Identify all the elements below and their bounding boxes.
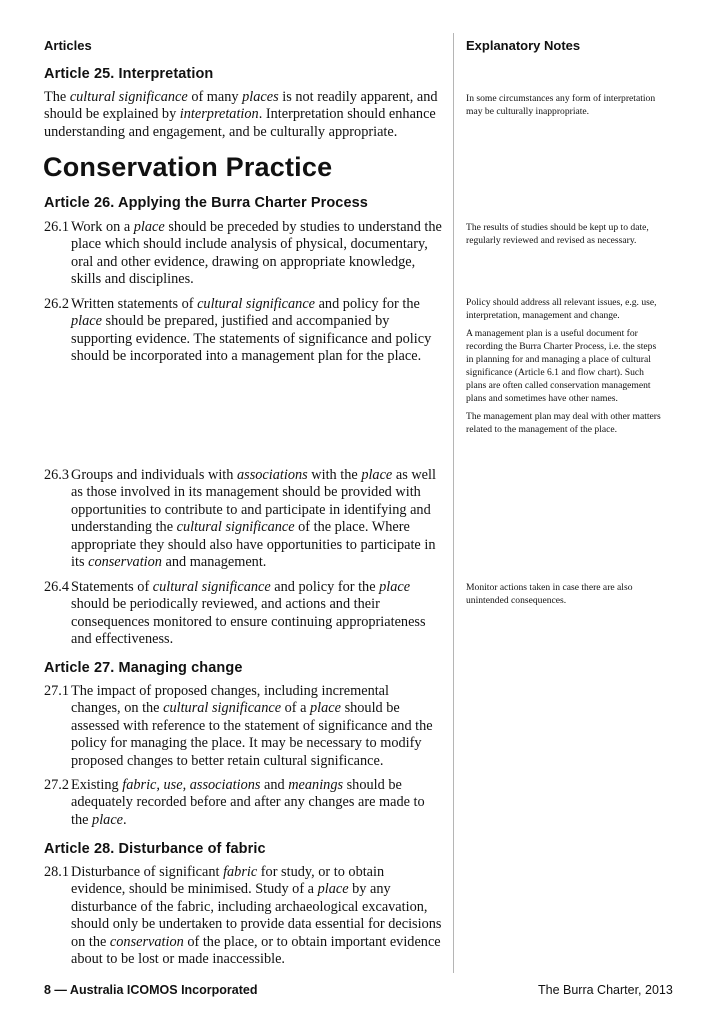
article-28-heading: Article 28. Disturbance of fabric (44, 841, 266, 857)
text-run: Statements of (71, 579, 153, 595)
clause-number: 26.3 (44, 467, 70, 483)
article-26-heading: Article 26. Applying the Burra Charter Process (44, 195, 368, 211)
text-run: The impact of proposed changes, including incremental changes, on the (71, 683, 390, 717)
clause-number: 28.1 (44, 864, 70, 880)
explanatory-notes-column-header: Explanatory Notes (466, 38, 581, 53)
defined-term: fabric, use, associations (122, 777, 261, 793)
text-run: and policy for the (315, 296, 420, 312)
clause-27-1 (44, 683, 442, 770)
article-25-body (44, 89, 444, 141)
defined-term: place (317, 881, 349, 898)
defined-term: place (71, 313, 102, 330)
articles-column-header: Articles (44, 38, 92, 53)
defined-term: place (133, 219, 165, 235)
text-run: Work on a (71, 219, 134, 235)
text-run: should be prepared, justified and accompanied by supporting evidence. The statements of significance and policy should be incorporated into a management plan for the place. (71, 313, 432, 365)
text-run: is not readily apparent, and should be explained by (44, 89, 438, 123)
text-run: Disturbance of significant (71, 864, 224, 880)
text-run: of many (187, 89, 243, 105)
defined-term: interpretation (179, 106, 259, 123)
defined-term: conservation (88, 554, 162, 571)
text-run: by any disturbance of the fabric, including archaeological excavation, should only be undertaken to provide data essential for decisions on the (71, 881, 442, 950)
text-run: of the place, or to obtain important evidence about to be lost or made inaccessible. (71, 933, 441, 968)
text-run: . (123, 811, 127, 828)
clause-26-1 (44, 219, 442, 289)
defined-term: places (242, 89, 279, 105)
text-run: as well as those involved in its management should be provided with opportunities to contribute to and participate in identifying and understanding the (71, 467, 436, 536)
defined-term: place (92, 811, 124, 828)
text-run: of a (281, 700, 311, 717)
defined-term: associations (237, 467, 308, 483)
clause-26-4 (44, 579, 442, 649)
text-run: for study, or to obtain evidence, should be minimised. Study of a (71, 864, 385, 898)
article-25-note (466, 92, 666, 123)
defined-term: place (361, 467, 393, 483)
text-run: of the place. Where appropriate they should also have opportunities to participate in its (71, 519, 436, 571)
clause-number: 27.1 (44, 683, 70, 699)
note-text: The management plan may deal with other matters related to the management of the place. (466, 411, 661, 435)
defined-term: cultural significance (152, 579, 271, 595)
text-run: should be periodically reviewed, and actions and their consequences monitored to ensure continuing appropriateness and effectiveness. (71, 596, 426, 648)
text-run: and management. (161, 554, 267, 571)
note-text: In some circumstances any form of interpretation may be culturally inappropriate. (466, 93, 656, 117)
column-divider (453, 33, 454, 973)
text-run: and (260, 777, 289, 793)
note-text: The results of studies should be kept up to date, regularly reviewed and revised as necessary. (466, 222, 649, 246)
note-26-2 (466, 296, 666, 441)
defined-term: place (310, 700, 341, 717)
clause-27-2 (44, 777, 442, 829)
defined-term: meanings (288, 777, 344, 793)
clause-26-3 (44, 467, 442, 571)
article-27-heading: Article 27. Managing change (44, 660, 243, 676)
defined-term: fabric (223, 864, 258, 880)
clause-number: 26.2 (44, 296, 70, 312)
note-26-1 (466, 221, 666, 252)
footer-page-label: 8 — Australia ICOMOS Incorporated (44, 983, 258, 997)
clause-number: 26.4 (44, 579, 70, 595)
clause-28-1 (44, 864, 442, 968)
defined-term: cultural significance (69, 89, 188, 105)
text-run: . Interpretation should enhance understanding and engagement, and be culturally appropriate. (44, 106, 436, 140)
text-run: Written statements of (71, 296, 198, 312)
text-run: Groups and individuals with (71, 467, 237, 483)
text-run: should be preceded by studies to understand the place which should include analysis of physical, documentary, oral and other evidence, drawing on appropriate knowledge, skills and disciplines. (71, 219, 442, 288)
defined-term: cultural significance (163, 700, 282, 717)
text-run: and policy for the (270, 579, 380, 595)
clause-26-2 (44, 296, 442, 366)
text-run: Existing (71, 777, 123, 793)
section-title: Conservation Practice (43, 152, 333, 182)
text-run: should be adequately recorded before and after any changes are made to the (71, 777, 425, 828)
note-text: A management plan is a useful document for recording the Burra Charter Process, i.e. the steps in planning for and managing a place of cultural significance (Article 6.1 and flow chart). Such plans are often called conservation management plans and sometimes have other names. (466, 328, 657, 404)
text-run: The (44, 89, 70, 105)
defined-term: conservation (109, 933, 184, 950)
defined-term: place (379, 579, 411, 595)
note-text: Policy should address all relevant issues, e.g. use, interpretation, management and change. (466, 297, 657, 321)
article-25-heading: Article 25. Interpretation (44, 66, 214, 82)
defined-term: cultural significance (176, 519, 295, 536)
footer-document-title: The Burra Charter, 2013 (538, 983, 673, 997)
note-text: Monitor actions taken in case there are also unintended consequences. (466, 582, 633, 606)
note-26-4 (466, 581, 666, 612)
text-run: should be assessed with reference to the statement of significance and the policy for managing the place. It may be necessary to modify proposed changes to better retain cultural significance. (71, 700, 433, 769)
clause-number: 26.1 (44, 219, 70, 235)
text-run: with the (307, 467, 362, 483)
defined-term: cultural significance (197, 296, 316, 312)
clause-number: 27.2 (44, 777, 70, 793)
